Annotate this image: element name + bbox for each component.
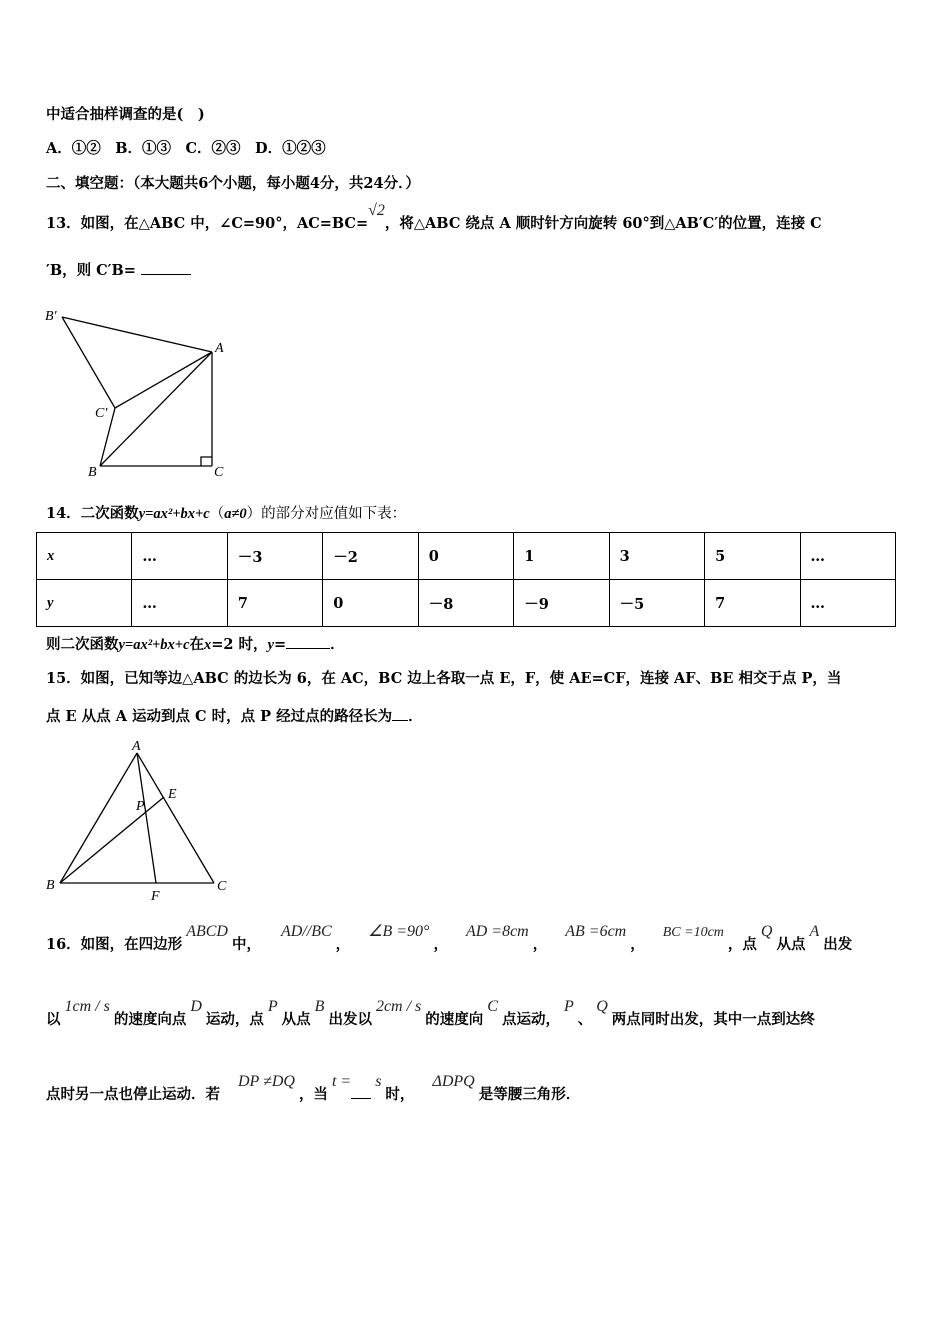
math: 2cm / s — [375, 998, 422, 1015]
table-cell: x — [37, 533, 132, 580]
table-cell: … — [132, 533, 227, 580]
math: AB =6cm — [565, 923, 627, 940]
answer-blank — [286, 648, 330, 649]
math: A — [809, 923, 820, 940]
q16-text: 两点同时出发，其中一点到达终 — [611, 1011, 815, 1028]
q13-text: ′B，则 C′B= — [46, 262, 136, 279]
condition: a≠0 — [224, 506, 247, 522]
label-b-prime: B' — [45, 309, 57, 324]
math: B — [314, 998, 325, 1015]
q16-text: ，点 — [727, 936, 757, 953]
q16-text: 的速度向 — [425, 1011, 484, 1028]
q16-text: 从点 — [281, 1011, 311, 1028]
table-cell: 5 — [705, 533, 800, 580]
math: Q — [596, 998, 608, 1015]
label-a: A — [215, 341, 224, 356]
label-p: P — [136, 799, 145, 814]
q16-text: 以 — [46, 1011, 61, 1028]
q16-text: 出发 — [823, 936, 853, 953]
q16-text: ， — [532, 936, 548, 953]
label-a: A — [132, 739, 141, 754]
q13-text: ，将△ABC 绕点 A 顺时针方向旋转 60°到△AB′C′的位置，连接 C — [384, 215, 822, 232]
table-cell: －8 — [418, 580, 513, 627]
q14-text: 14．二次函数 — [46, 505, 139, 522]
table-cell: 7 — [227, 580, 322, 627]
q14-text: = — [274, 636, 287, 653]
table-cell: 0 — [418, 533, 513, 580]
math: Q — [760, 923, 773, 940]
q14-text: 在 — [189, 636, 205, 653]
label-c-prime: C' — [95, 406, 108, 421]
q16-text: 运动，点 — [205, 1011, 264, 1028]
label-b: B — [46, 878, 55, 893]
math: AD =8cm — [465, 923, 529, 940]
var-y: y — [267, 637, 274, 653]
table-cell: 1 — [514, 533, 609, 580]
q13-text: 13．如图，在△ABC 中，∠C=90°，AC=BC= — [46, 215, 369, 232]
math: s — [375, 1073, 382, 1090]
value-table — [36, 532, 896, 627]
q15-text: 点 E 从点 A 运动到点 C 时，点 P 经过点的路径长为 — [46, 708, 393, 725]
answer-blank — [351, 1098, 371, 1099]
math: AD//BC — [280, 923, 332, 940]
section-title: 二、填空题：（本大题共6个小题，每小题4分，共24分．） — [46, 175, 420, 192]
sqrt-two: √2 — [368, 202, 385, 219]
math: 1cm / s — [64, 998, 110, 1015]
table-cell: … — [800, 580, 895, 627]
table-cell: … — [800, 533, 895, 580]
table-row-x — [37, 533, 896, 580]
q14-text: 则二次函数 — [46, 636, 119, 653]
table-cell: －3 — [227, 533, 322, 580]
math: C — [487, 998, 498, 1015]
math: ΔDPQ — [432, 1073, 475, 1090]
q14-text: =2 时， — [211, 636, 268, 653]
var-x: x — [204, 637, 212, 653]
table-cell: －5 — [609, 580, 704, 627]
math: BC =10cm — [662, 925, 724, 940]
label-f: F — [151, 889, 160, 904]
q12-tail: 中适合抽样调查的是( ) — [46, 106, 205, 123]
table-cell: 0 — [323, 580, 418, 627]
q13-figure — [62, 317, 212, 466]
q16-line1 — [46, 923, 853, 954]
q16-text: ， — [630, 936, 645, 953]
q16-text: 从点 — [776, 936, 806, 953]
table-cell: 3 — [609, 533, 704, 580]
q16-text: ， — [433, 936, 448, 953]
label-b: B — [88, 465, 97, 480]
label-e: E — [168, 787, 177, 802]
q15-text: ． — [408, 708, 423, 725]
q15-line2 — [46, 705, 423, 726]
table-cell: 7 — [705, 580, 800, 627]
q12-options: A．①② B．①③ C．②③ D．①②③ — [46, 140, 326, 157]
q16-line2 — [46, 998, 815, 1029]
table-cell: －2 — [323, 533, 418, 580]
q15-line1: 15．如图，已知等边△ABC 的边长为 6，在 AC，BC 边上各取一点 E，F，使 AE=CF，连接 AF、BE 相交于点 P，当 — [46, 670, 842, 687]
formula: y=ax²+bx+c — [138, 506, 210, 522]
math: P — [563, 998, 574, 1015]
q16-text: ， — [335, 936, 351, 953]
q16-text: 、 — [577, 1011, 593, 1028]
math: ∠B =90° — [368, 923, 430, 940]
q16-text: 点时另一点也停止运动．若 — [46, 1086, 220, 1103]
q14-text: ． — [330, 636, 345, 653]
label-c: C — [217, 879, 227, 894]
q14-intro — [46, 502, 406, 523]
q14-text: ）的部分对应值如下表： — [246, 506, 407, 522]
table-cell: … — [132, 580, 227, 627]
q16-text: 点运动， — [501, 1011, 560, 1028]
answer-blank — [392, 720, 408, 721]
formula: y=ax²+bx+c — [118, 637, 190, 653]
q16-line3 — [46, 1073, 581, 1104]
q16-text: 出发以 — [328, 1011, 372, 1028]
q15-figure — [60, 753, 214, 883]
q16-text: 中， — [231, 936, 261, 953]
q16-text: 时， — [385, 1086, 415, 1103]
q16-text: 的速度向点 — [113, 1011, 187, 1028]
q16-text: ，当 — [298, 1086, 328, 1103]
math: P — [267, 998, 278, 1015]
math: DP ≠DQ — [238, 1073, 295, 1090]
q16-text: 是等腰三角形． — [478, 1086, 581, 1103]
q16-text: 16．如图，在四边形 — [46, 936, 183, 953]
q14-question — [46, 633, 345, 654]
table-cell: y — [37, 580, 132, 627]
math: D — [190, 998, 202, 1015]
math: ABCD — [186, 923, 228, 940]
math: t = — [331, 1073, 352, 1090]
q14-text: （ — [209, 506, 225, 522]
table-row-y — [37, 580, 896, 627]
table-cell: －9 — [514, 580, 609, 627]
label-c: C — [214, 465, 224, 480]
